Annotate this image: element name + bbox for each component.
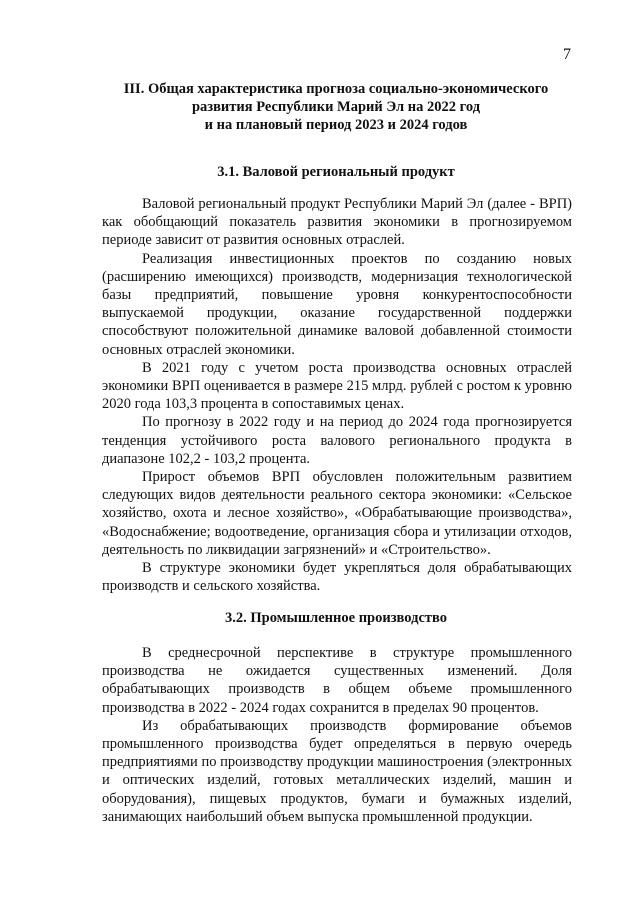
chapter-title-line-2: развития Республики Марий Эл на 2022 год [191,99,481,115]
chapter-title [100,80,572,134]
paragraph: В 2021 году с учетом роста производства основных отраслей экономики ВРП оценивается в размере 215 млрд. рублей с ростом к уровню 2020 года 103,3 процента в сопоставимых ценах. [102,359,572,413]
section-heading-gross-regional-product: 3.1. Валовой региональный продукт [217,164,455,180]
paragraph: Прирост объемов ВРП обусловлен положительным развитием следующих видов деятельности реального сектора экономики: «Сельское хозяйство, охота и лесное хозяйство», «Обрабатывающие производства», «Водоснабжение; водоотведение, организация сбора и утилизации отходов, деятельность по ликвидации загрязнений» и «Строительство». [102,469,572,558]
section-body-gross-regional-product [102,195,572,595]
paragraph: Валовой региональный продукт Республики Марий Эл (далее - ВРП) как обобщающий показатель развития экономики в прогнозируемом периоде зависит от развития основных отраслей. [102,196,572,249]
paragraph: Из обрабатывающих производств формирование объемов промышленного производства будет определяться в первую очередь предприятиями по производству продукции машиностроения (электронных и оптических изделий, готовых металлических изделий, машин и оборудования), пищевых продуктов, бумаги и бумажных изделий, занимающих наибольший объем выпуска промышленной продукции. [102,717,572,825]
page-number: 7 [563,46,571,63]
paragraph: В среднесрочной перспективе в структуре промышленного производства не ожидается существенных изменений. Доля обрабатывающих производств в общем объеме промышленного производства в 2022 - 2024 годах сохранится в пределах 90 процентов. [102,645,572,716]
paragraph: По прогнозу в 2022 году и на период до 2024 года прогнозируется тенденция устойчивого роста валового регионального продукта в диапазоне 102,2 - 103,2 процента. [102,414,572,467]
section-body-industrial-production [102,644,572,826]
chapter-title-line-3: и на плановый период 2023 и 2024 годов [204,117,468,133]
section-heading-industrial-production: 3.2. Промышленное производство [224,610,447,626]
chapter-title-line-1: III. Общая характеристика прогноза социально-экономического [123,81,549,97]
paragraph: В структуре экономики будет укрепляться доля обрабатывающих производств и сельского хозяйства. [102,560,572,595]
paragraph: Реализация инвестиционных проектов по созданию новых (расширению имеющихся) производств, модернизация технологической базы предприятий, повышение уровня конкурентоспособности выпускаемой продукции, оказание государственной поддержки способствуют положительной динамике валовой добавленной стоимости основных отраслей экономики. [102,250,572,358]
